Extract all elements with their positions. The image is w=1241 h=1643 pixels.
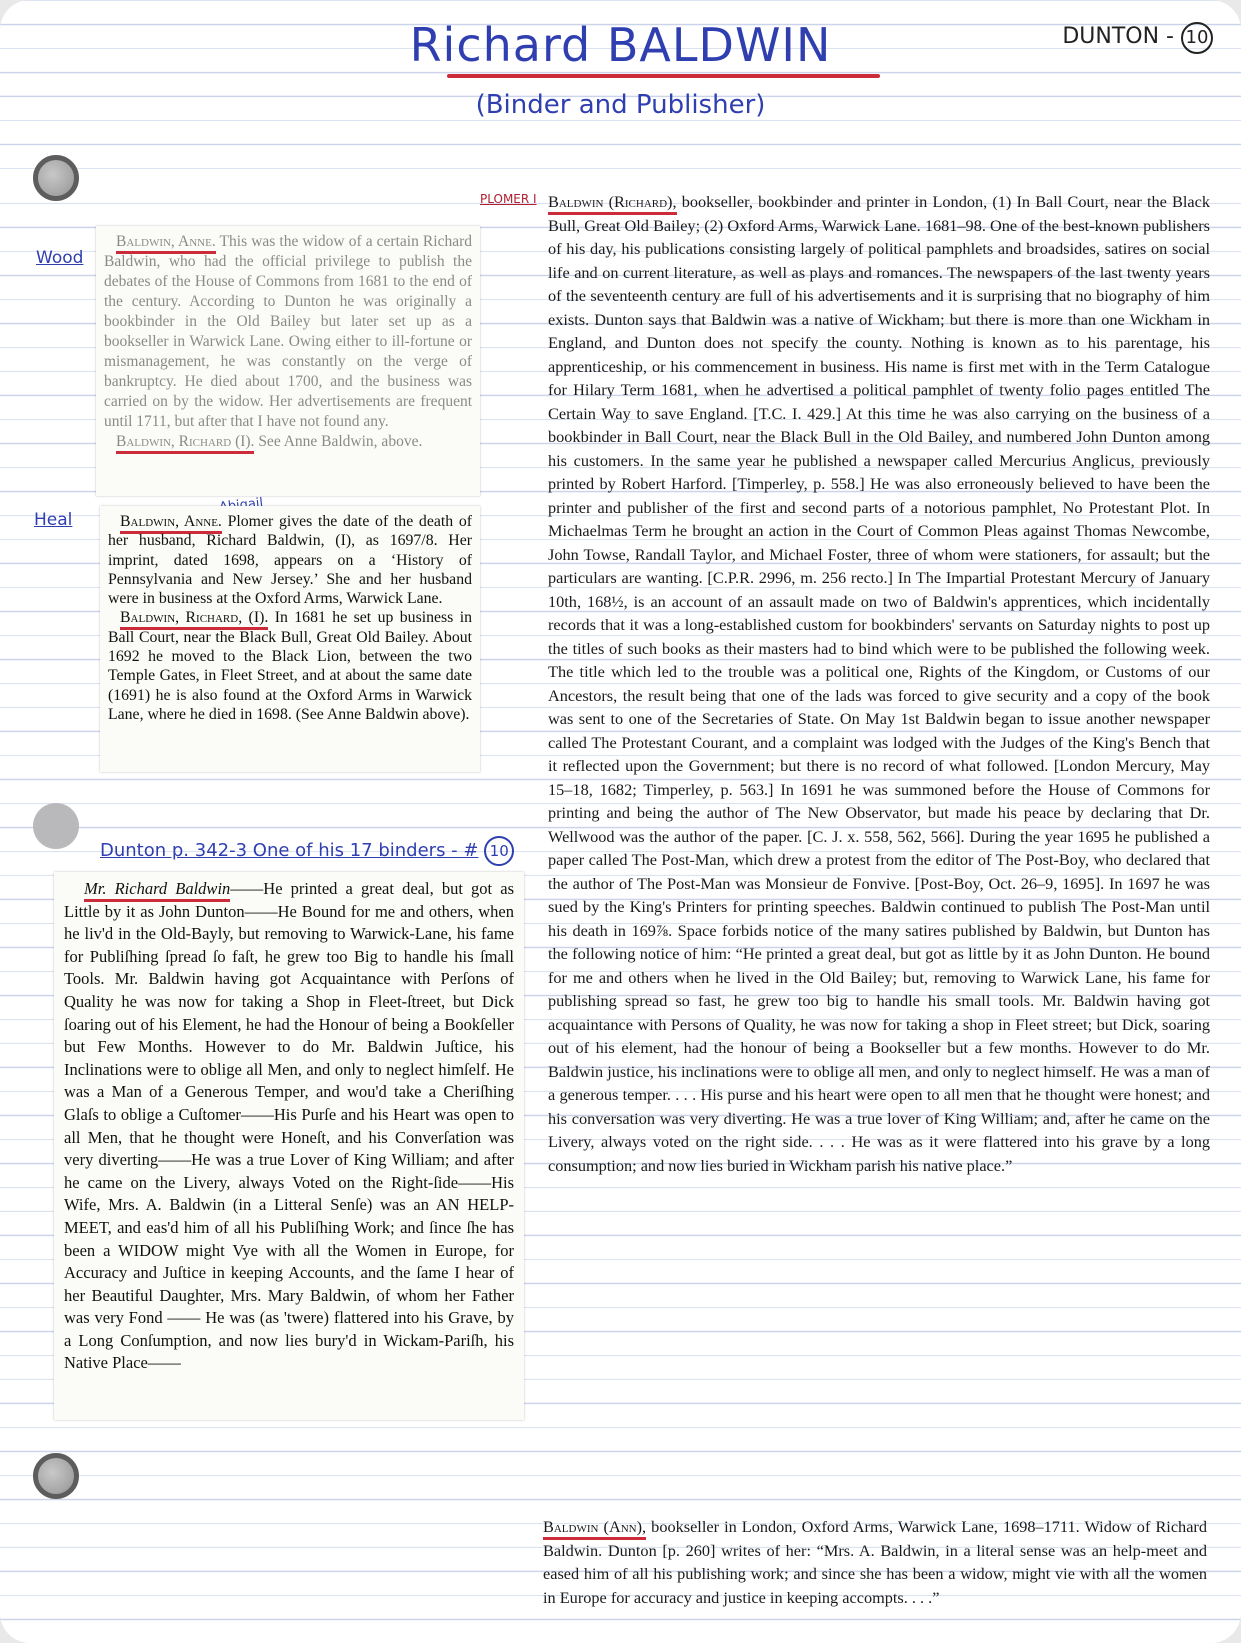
plomer-entry-ann xyxy=(543,1515,1207,1609)
plomer-entry-richard xyxy=(548,190,1210,1177)
margin-note-plomer: PLOMER I xyxy=(480,192,537,206)
dunton-text: ——He printed a great deal, but got as Little by it as John Dunton——He Bound for me and others, when he liv'd in the Old-Bayly, but removing to Warwick-Lane, his fame for Publiſhing ſpread ſo faſt, he grew too Big to handle his ſmall Tools. Mr. Baldwin having got Acquaintance with Perſons of Quality he was now for taking a Shop in Fleet-ſtreet, but Dick ſoaring out of his Element, he had the Honour of being a Bookſeller but Few Months. However to do Mr. Baldwin Juſtice, his Inclinations were to oblige all Men, and only to neglect himſelf. He was a Man of a Generous Temper, and wou'd take a Cheriſhing Glaſs to oblige a Cuſtomer——His Purſe and his Heart was open to all Men, that he thought were Honeſt, and his Converſation was very diverting——He was a true Lover of King William; and after he came on the Livery, always Voted on the Right-ſide——His Wife, Mrs. A. Baldwin (in a Litteral Senſe) was an AN HELP-MEET, and eas'd him of all his Publiſhing Work; and ſince ſhe has been a WIDOW might Vye with all the Women in Europe, for Accuracy and Juſtice in keeping Accounts, and the ſame I hear of her Beautiful Daughter, Mrs. Mary Baldwin, of whom her Father was very Fond —— He was (as 'twere) flattered into his Grave, by a Long Conſumption, and now lies bury'd in Wickam-Pariſh, his Native Place—— xyxy=(64,879,514,1373)
plomer-head-ann: Baldwin (Ann), xyxy=(543,1517,646,1540)
plomer-text-ann: bookseller in London, Oxford Arms, Warwick Lane, 1698–1711. Widow of Richard Baldwin. Dunton [p. 260] writes of her: “Mrs. A. Baldwin, in a literal sense was an help-meet and eased him of all his publishing work; and since she has been a widow, might vie with all the women in Europe for accuracy and justice in keeping accompts. . . .” xyxy=(543,1517,1207,1607)
wood-head-richard: Baldwin, Richard (I). xyxy=(116,433,254,454)
heal-head-anne: Baldwin, Anne. xyxy=(120,513,222,534)
page-title: Richard BALDWIN xyxy=(409,18,832,72)
dunton-reference-note xyxy=(100,836,514,866)
page-subtitle: (Binder and Publisher) xyxy=(475,90,766,120)
plomer-text-richard: bookseller, bookbinder and printer in London, (1) In Ball Court, near the Black Bull, Great Old Bailey; (2) Oxford Arms, Warwick Lane. 1681–98. One of the best-known publishers of his day, his publications consisting largely of political pamphlets and broadsides, satires on social life and on current literature, as well as plays and romances. The newspapers of the last twenty years of the seventeenth century are full of his advertisements and it is surprising that no biography of him exists. Dunton says that Baldwin was a native of Wickham; but there is more than one Wickham in England, and Dunton does not specify the county. Nothing is known as to his parentage, his apprenticeship, or his commencement in business. His name is first met with in the Term Catalogue for Hilary Term 1681, when he advertised a political pamphlet of twenty folio pages entitled The Certain Way to save England. [T.C. I. 429.] At this time he was also carrying on the business of a bookbinder in Ball Court, near the Black Bull in the Old Bailey, and numbered John Dunton among his customers. In the same year he published a newspaper called Mercurius Anglicus, previously printed by Robert Harford. [Timperley, p. 558.] He was also erroneously believed to have been the printer and publisher of the first and second parts of a notorious pamphlet, No Protestant Plot. In Michaelmas Term he brought an action in the Court of Common Pleas against Thomas Newcombe, John Towse, Randall Taylor, and Michael Foster, three of whom were stationers, for assault; but the particulars are wanting. [C.P.R. 2996, m. 256 recto.] In The Impartial Protestant Mercury of January 10th, 168½, is an account of an assault made on two of Baldwin's apprentices, which incidentally records that it was a long-established custom for bookbinders' servants on Saturday nights to post up the titles of such books as their masters had to bind which were to be published the following week. The title which led to the trouble was a political one, Rights of the Kingdom, or Customs of our Ancestors, the result being that one of the lads was forced to give security and a copy of the book was sent to one of the Secretaries of State. On May 1st Baldwin began to issue another newspaper called The Protestant Courant, and a complaint was lodged with the Judges of the King's Bench that it reflected upon the Government; but there is no record of what followed. [London Mercury, May 15–18, 1682; Timperley, p. 563.] In 1691 he was summoned before the House of Commons for printing and being the author of The New Observator, but made his peace by declaring that Dr. Wellwood was the author of the paper. [C. J. x. 558, 562, 566]. During the year 1695 he published a paper called The Post-Man, which drew a protest from the editor of The Post-Boy, who declared that the author of The Post-Man was Monsieur de Fonvive. [Post-Boy, Oct. 26–9, 1695]. In 1697 he was sued by the King's Printers for printing speeches. Baldwin continued to publish The Post-Man until his death in 169⅞. Space forbids notice of the many satires published by Baldwin, but Dunton has the following notice of him: “He printed a great deal, but got as little by it as John Dunton. He bound for me and others when he lived in the Old Bailey; but, removing to Warwick Lane, his fame for publishing spread so fast, he grew too big to handle his small tools. Mr. Baldwin having got acquaintance with Persons of Quality, he was now for taking a shop in Fleet street; but Dick, soaring out of his element, had the honour of being a Bookseller but a few months. However to do Mr. Baldwin justice, his inclinations were to oblige all men, and only to neglect himself. He was a man of a generous temper. . . . His purse and his heart were open to all men that he thought were honest; and his conversation was very diverting. He was a true lover of King William; and, after he came on the Livery, always voted on the right side. . . . He was as it were flattered into his grave by a long consumption; and now lies buried in Wickham parish his native place.” xyxy=(548,192,1210,1175)
dunton-head: Mr. Richard Baldwin xyxy=(84,879,230,902)
plomer-head-richard: Baldwin (Richard), xyxy=(548,192,677,215)
page-tag-label: DUNTON - xyxy=(1062,24,1174,49)
heal-text-richard: In 1681 he set up business in Ball Court, near the Black Bull, Great Old Bailey. About 1692 he moved to the Black Lion, between the two Temple Gates, in Fleet Street, and at about the same date (1691) he is also found at the Oxford Arms in Warwick Lane, where he died in 1698. (See Anne Baldwin above). xyxy=(108,609,473,723)
wood-text-richard: See Anne Baldwin, above. xyxy=(258,433,423,450)
wood-clipping xyxy=(96,226,480,496)
dunton-reference-number: 10 xyxy=(484,836,514,866)
dunton-clipping xyxy=(54,872,524,1420)
margin-note-heal: Heal xyxy=(34,510,73,530)
binder-hole-top xyxy=(33,155,79,201)
wood-head-anne: Baldwin, Anne. xyxy=(116,233,216,254)
page-tag xyxy=(1062,22,1213,54)
page-tag-number: 10 xyxy=(1181,22,1213,54)
heal-text-anne: Plomer gives the date of the death of her husband, Richard Baldwin, (I), as 1697/8. Her imprint, dated 1698, appears on a ‘History of Pennsylvania and New Jersey.’ She and her husband were in business at the Oxford Arms, Warwick Lane. xyxy=(108,513,472,608)
dunton-reference-text: Dunton p. 342-3 One of his 17 binders - # xyxy=(100,840,479,861)
heal-clipping xyxy=(100,506,480,772)
heal-head-richard: Baldwin, Richard, (I). xyxy=(120,609,268,630)
margin-note-wood: Wood xyxy=(36,248,84,268)
binder-hole-middle xyxy=(33,803,79,849)
title-underline xyxy=(447,74,880,78)
wood-text-anne: This was the widow of a certain Richard Baldwin, who had the official privilege to publish the debates of the House of Commons from 1681 to the end of the century. According to Dunton he was originally a bookbinder in the Old Bailey but later set up as a bookseller in Warwick Lane. Owing either to ill-fortune or mismanagement, he was constantly on the verge of bankruptcy. He died about 1700, and the business was carried on by the widow. Her advertisements are frequent until 1711, but after that I have not found any. xyxy=(104,233,472,430)
binder-hole-bottom xyxy=(33,1453,79,1499)
